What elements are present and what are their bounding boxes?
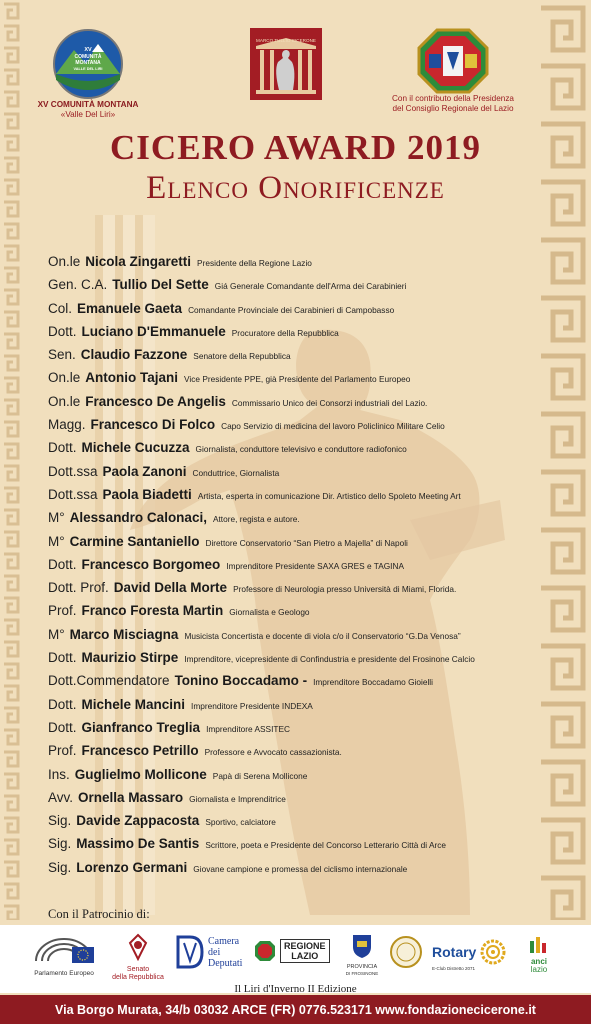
- honoree-row: [48, 790, 548, 813]
- honoree-title: Prof.: [48, 743, 77, 759]
- honoree-description: Scrittore, poeta e Presidente del Concorso Letterario Città di Arce: [205, 840, 447, 851]
- honoree-description: Vice Presidente PPE, già Presidente del Parlamento Europeo: [184, 374, 411, 385]
- honoree-description: Conduttrice, Giornalista: [192, 467, 280, 478]
- honoree-name: Paola Biadetti: [102, 486, 192, 502]
- camera-caption-3: Deputati: [208, 957, 243, 969]
- honoree-row: [48, 627, 548, 650]
- honoree-description: Senatore della Repubblica: [193, 351, 291, 362]
- senato-caption-1: Senato: [126, 966, 150, 973]
- honoree-row: [48, 440, 548, 463]
- honoree-description: Capo Servizio di medicina del lavoro Policlinico Militare Celio: [221, 421, 445, 432]
- fondazione-cicerone-logo: [250, 28, 322, 100]
- honoree-title: Dott.: [48, 440, 77, 456]
- fondazione-cicerone-caption: MARCO TULLIO CICERONE: [256, 38, 316, 43]
- honoree-row: [48, 697, 548, 720]
- honoree-title: Dott.: [48, 323, 77, 339]
- honoree-row: [48, 487, 548, 510]
- honoree-row: [48, 720, 548, 743]
- honoree-description: Professore di Neurologia presso Università di Miami, Florida.: [233, 584, 457, 595]
- honoree-description: Procuratore della Repubblica: [231, 327, 339, 338]
- honoree-description: Giornalista, conduttore televisivo e conduttore radiofonico: [195, 444, 407, 455]
- seal-icon: [389, 935, 423, 969]
- rotary-label: Rotary: [432, 944, 477, 960]
- honoree-row: [48, 370, 548, 393]
- honoree-name: Francesco Di Folco: [90, 417, 216, 433]
- honoree-description: Imprenditore Presidente SAXA GRES e TAGINA: [226, 560, 405, 571]
- honoree-name: Paola Zanoni: [102, 463, 187, 479]
- edition-label: Il Liri d'Inverno II Edizione: [234, 983, 357, 995]
- honoree-name: Francesco Borgomeo: [81, 556, 221, 572]
- honoree-title: Avv.: [48, 789, 74, 805]
- honoree-name: Massimo De Santis: [76, 836, 200, 852]
- honoree-row: [48, 580, 548, 603]
- honoree-title: Magg.: [48, 417, 86, 433]
- honoree-row: [48, 277, 548, 300]
- seal-logo: [388, 935, 424, 974]
- honoree-row: [48, 394, 548, 417]
- honoree-row: [48, 347, 548, 370]
- comunita-montana-caption-1: XV COMUNITÀ MONTANA: [37, 100, 139, 109]
- parlamento-europeo-caption: Parlamento Europeo: [34, 970, 94, 977]
- regione-caption-2: LAZIO: [291, 951, 319, 961]
- honoree-title: M°: [48, 533, 65, 549]
- regione-lazio-crest-icon: [417, 28, 489, 94]
- honoree-description: Papà di Serena Mollicone: [212, 770, 308, 781]
- honoree-title: On.le: [48, 393, 81, 409]
- honoree-name: Franco Foresta Martin: [81, 603, 224, 619]
- honoree-description: Giá Generale Comandante dell'Arma dei Carabinieri: [214, 281, 407, 292]
- emblem-text-1: XV: [84, 47, 92, 53]
- emblem-text-4: VALLE DEL LIRI: [73, 67, 103, 71]
- camera-caption-1: Camera: [208, 935, 240, 947]
- honoree-description: Attore, regista e autore.: [212, 514, 300, 525]
- honoree-name: Carmine Santaniello: [69, 533, 200, 549]
- consiglio-regionale-caption-2: del Consiglio Regionale del Lazio: [392, 104, 514, 113]
- honoree-row: [48, 510, 548, 533]
- honoree-name: David Della Morte: [113, 580, 228, 596]
- honoree-name: Lorenzo Germani: [76, 859, 188, 875]
- honoree-name: Luciano D'Emmanuele: [81, 323, 226, 339]
- honoree-title: Gen. C.A.: [48, 277, 108, 293]
- honoree-description: Musicista Concertista e docente di viola c/o il Conservatorio “G.Da Venosa”: [184, 630, 461, 641]
- honoree-description: Presidente della Regione Lazio: [197, 258, 312, 268]
- honoree-row: [48, 673, 548, 696]
- provincia-crest-icon: [351, 933, 373, 959]
- honoree-description: Imprenditore Presidente INDEXA: [191, 700, 313, 711]
- honoree-title: Dott.: [48, 696, 77, 712]
- parlamento-europeo-logo: [30, 933, 98, 978]
- honoree-title: M°: [48, 626, 65, 642]
- honoree-name: Michele Cucuzza: [81, 440, 190, 456]
- honoree-description: Imprenditore ASSITEC: [206, 723, 290, 734]
- rotary-sub-caption: E-Club Distretto 2071: [432, 966, 476, 971]
- honoree-title: Sig.: [48, 836, 72, 852]
- page-title: CICERO AWARD 2019: [110, 128, 481, 167]
- camera-deputati-icon: [174, 933, 204, 971]
- honoree-name: Francesco Petrillo: [81, 743, 199, 759]
- honoree-title: Sig.: [48, 859, 72, 875]
- honoree-name: Antonio Tajani: [85, 370, 179, 386]
- honoree-title: Dott.: [48, 650, 77, 666]
- honoree-row: [48, 767, 548, 790]
- honoree-name: Emanuele Gaeta: [77, 300, 183, 316]
- regione-lazio-icon: [254, 940, 276, 962]
- honoree-title: M°: [48, 510, 65, 526]
- honoree-row: [48, 464, 548, 487]
- honoree-row: [48, 254, 548, 277]
- honoree-name: Ornella Massaro: [78, 789, 184, 805]
- comunita-montana-logo: [28, 28, 148, 120]
- honoree-row: [48, 603, 548, 626]
- honoree-name: Maurizio Stirpe: [81, 650, 179, 666]
- consiglio-regionale-caption-1: Con il contributo della Presidenza: [392, 94, 514, 103]
- honoree-title: Ins.: [48, 766, 70, 782]
- honoree-name: Guglielmo Mollicone: [74, 766, 207, 782]
- senato-emblem-icon: [124, 933, 152, 961]
- honoree-row: [48, 301, 548, 324]
- camera-deputati-logo: [174, 933, 250, 971]
- honoree-name: Davide Zappacosta: [76, 813, 200, 829]
- honoree-row: [48, 860, 548, 883]
- honoree-name: Gianfranco Treglia: [81, 719, 201, 735]
- rotary-logo: [432, 939, 514, 973]
- honoree-list: [48, 254, 548, 883]
- honoree-name: Francesco De Angelis: [85, 393, 226, 409]
- honoree-title: Sen.: [48, 347, 76, 363]
- honoree-description: Imprenditore, vicepresidente di Confindustria e presidente del Frosinone Calcio: [184, 654, 475, 665]
- patrocinio-label: Con il Patrocinio di:: [48, 907, 150, 921]
- anci-icon: [528, 935, 550, 953]
- honoree-title: On.le: [48, 370, 81, 386]
- senato-caption-2: della Repubblica: [112, 974, 164, 981]
- honoree-row: [48, 743, 548, 766]
- honoree-name: Marco Misciagna: [69, 626, 179, 642]
- emblem-text-2: COMUNITÀ: [74, 54, 102, 60]
- honoree-description: Commissario Unico dei Consorzi industriali del Lazio.: [231, 397, 428, 408]
- page-subtitle: Elenco Onorificenze: [146, 170, 445, 206]
- honoree-row: [48, 324, 548, 347]
- honoree-row: [48, 417, 548, 440]
- anci-lazio-logo: [524, 935, 554, 974]
- honoree-title: Col.: [48, 300, 73, 316]
- honoree-title: Dott.ssa: [48, 486, 98, 502]
- rotary-wheel-icon: [480, 939, 506, 965]
- senato-logo: [106, 933, 170, 982]
- honoree-title: Dott.Commendatore: [48, 673, 170, 689]
- honoree-description: Artista, esperta in comunicazione Dir. Artistico dello Spoleto Meeting Art: [197, 490, 461, 501]
- regione-caption-1: REGIONE: [284, 941, 326, 951]
- parlamento-europeo-icon: [32, 933, 96, 965]
- honoree-name: Michele Mancini: [81, 696, 186, 712]
- camera-caption-2: dei: [208, 946, 221, 958]
- provincia-caption-2: DI FROSINONE: [345, 970, 379, 976]
- honoree-description: Giornalista e Geologo: [229, 607, 310, 618]
- footer-address: Via Borgo Murata, 34/b 03032 ARCE (FR) 0776.523171 www.fondazionecicerone.it: [0, 995, 591, 1024]
- honoree-title: Prof.: [48, 603, 77, 619]
- honoree-description: Giovane campione e promessa del ciclismo internazionale: [193, 863, 408, 874]
- honoree-row: [48, 534, 548, 557]
- honoree-row: [48, 557, 548, 580]
- honoree-title: Sig.: [48, 813, 72, 829]
- honoree-description: Professore e Avvocato cassazionista.: [204, 747, 342, 758]
- honoree-name: Alessandro Calonaci,: [69, 510, 207, 526]
- provincia-caption-1: PROVINCIA: [346, 964, 378, 970]
- comunita-montana-emblem: [52, 28, 124, 100]
- honoree-title: Dott. Prof.: [48, 580, 109, 596]
- comunita-montana-caption-2: «Valle Del Liri»: [60, 110, 116, 119]
- honoree-description: Direttore Conservatorio “San Pietro a Majella” di Napoli: [205, 537, 408, 548]
- honoree-description: Sportivo, calciatore: [205, 817, 276, 828]
- honoree-description: Comandante Provinciale dei Carabinieri di Campobasso: [188, 304, 395, 315]
- provincia-frosinone-logo: [340, 933, 384, 976]
- honoree-title: Dott.: [48, 719, 77, 735]
- honoree-name: Tonino Boccadamo -: [174, 673, 308, 689]
- honoree-description: Imprenditore Boccadamo Gioielli: [313, 677, 433, 688]
- honoree-name: Tullio Del Sette: [112, 277, 209, 293]
- honoree-title: Dott.: [48, 556, 77, 572]
- consiglio-regionale-logo: [388, 28, 518, 114]
- honoree-name: Nicola Zingaretti: [85, 254, 192, 269]
- anci-caption-1: anci: [530, 957, 547, 966]
- honoree-description: Giornalista e Imprenditrice: [189, 793, 286, 804]
- honoree-title: On.le: [48, 254, 81, 269]
- honoree-row: [48, 650, 548, 673]
- honoree-row: [48, 836, 548, 859]
- honoree-row: [48, 813, 548, 836]
- emblem-text-3: MONTANA: [75, 60, 101, 66]
- honoree-title: Dott.ssa: [48, 463, 98, 479]
- honoree-name: Claudio Fazzone: [80, 347, 188, 363]
- regione-lazio-logo: [254, 939, 340, 963]
- anci-caption-2: lazio: [530, 965, 548, 974]
